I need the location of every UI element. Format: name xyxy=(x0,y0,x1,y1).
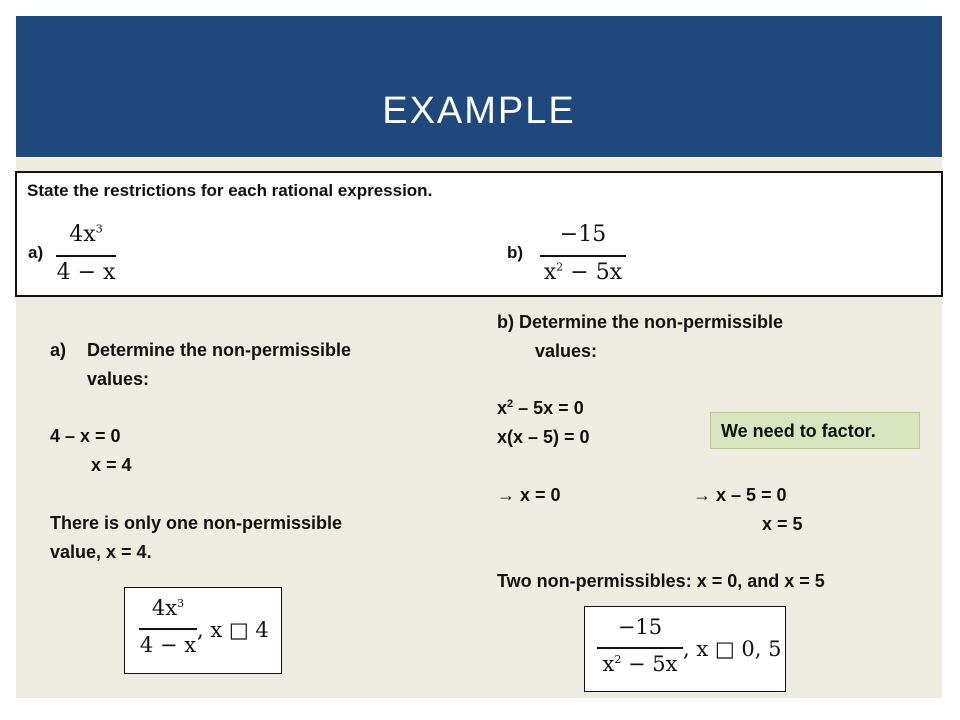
prompt-b-fraction xyxy=(540,222,626,288)
part-a-answer-box xyxy=(124,587,282,674)
prompt-a-label: a) xyxy=(28,243,44,262)
part-a-heading-cont: values: xyxy=(87,369,150,389)
prompt-a-denominator: 4 − x xyxy=(56,260,116,285)
part-a-answer-denominator: 4 − x xyxy=(139,633,197,657)
part-a-answer-numerator: $4x^3$ xyxy=(151,596,185,620)
prompt-b-numerator: −15 xyxy=(559,222,607,247)
part-b-heading: b) Determine the non-permissible xyxy=(497,312,784,332)
part-b-equation-1: $x^2 - 5x = 0$ xyxy=(497,398,584,418)
part-a-conclusion: There is only one non-permissible xyxy=(50,513,343,533)
part-b-answer-fraction xyxy=(597,615,683,681)
part-a-marker: a) xyxy=(50,340,67,360)
part-a-heading: Determine the non-permissible xyxy=(87,340,352,360)
title-banner xyxy=(16,16,942,157)
part-b-answer-restriction: , x □ 0, 5 xyxy=(683,637,782,661)
part-b-solution-3: x = 5 xyxy=(762,514,803,534)
part-b-solution-1: → x = 0 xyxy=(497,485,561,505)
prompt-box xyxy=(15,171,943,297)
prompt-a-numerator: $4x^3$ xyxy=(69,222,103,247)
part-a-answer-restriction: , x □ 4 xyxy=(197,618,269,642)
fraction-bar xyxy=(56,255,116,257)
part-b-answer-numerator: −15 xyxy=(617,615,663,639)
fraction-bar xyxy=(139,628,197,630)
part-a-equation-1: 4 – x = 0 xyxy=(50,426,121,446)
factor-callout: We need to factor. xyxy=(710,412,920,449)
part-b-equation-2: x(x – 5) = 0 xyxy=(497,427,590,447)
prompt-b-label: b) xyxy=(507,243,524,262)
part-b-heading-cont: values: xyxy=(535,341,598,361)
part-b-answer-denominator: $x^2 - 5x$ xyxy=(602,652,678,676)
part-b-answer-box xyxy=(584,606,786,692)
prompt-a-fraction xyxy=(56,222,116,288)
part-a-answer-fraction xyxy=(139,596,197,662)
part-b-solution-2: → x – 5 = 0 xyxy=(693,485,787,505)
part-a-equation-2: x = 4 xyxy=(91,455,132,475)
prompt-text: State the restrictions for each rational expression. xyxy=(27,181,433,200)
part-a-conclusion-cont: value, x = 4. xyxy=(50,542,152,562)
fraction-bar xyxy=(540,255,626,257)
slide-title: EXAMPLE xyxy=(382,90,576,132)
prompt-b-denominator: $x^2 - 5x$ xyxy=(543,260,623,285)
part-b-conclusion: Two non-permissibles: x = 0, and x = 5 xyxy=(497,571,825,591)
fraction-bar xyxy=(597,647,683,649)
